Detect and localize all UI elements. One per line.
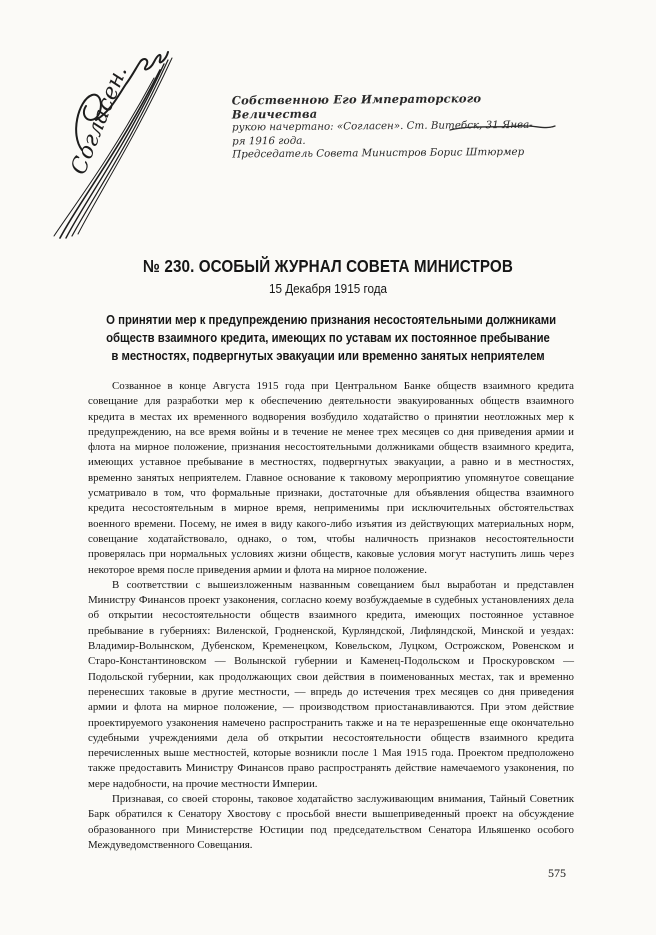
subtitle-line: в местностях, подвергнутых эвакуации или временно занятых неприятелем: [111, 348, 545, 363]
body-paragraph: Признавая, со своей стороны, таковое ходатайство заслуживающим внимания, Тайный Советник Барк обратился к Сенатору Хвостову с просьбой внести вышеприведенный проект на обсуждение образованного при Министерстве Юстиции под председательством Сенатора Ильяшенко особого Междуведомственного Совещания.: [88, 793, 574, 851]
body-paragraph: Созванное в конце Августа 1915 года при Центральном Банке обществ взаимного кредита совещание для разработки мер к обеспечению деятельности эвакуированных обществ взаимного кредита в местах их временного водворения возбудило ходатайство о принятии неотложных мер к предупреждению, на все время войны и в течение не менее трех месяцев со дня приведения армии и флота на мирное положение, признания несостоятельными должниками обществ взаимного кредита, имеющих уставное пребывание в местностях, подвергнутых эвакуации, а равно и в местностях, временно занятых неприятелем. Главное основание к таковому мероприятию упомянутое совещание усматривало в том, что формальные признаки, достаточные для объявления общества взаимного кредита несостоятельным в мирное время, неприменимы при исключительных обстоятельствах военного времени. Посему, не имея в виду какого-либо изъятия из действующих материальных норм, совещание ходатайствовало, однако, о том, чтобы наличность признаков несостоятельности проверялась при нормальных условиях жизни обществ, каковые условия могут наступить лишь через некоторое время после приведения армии и флота на мирное положение.: [88, 380, 574, 576]
document-subtitle: [106, 311, 557, 365]
subtitle-line: обществ взаимного кредита, имеющих по уставам их постоянное пребывание: [106, 330, 550, 345]
annotation-chairman-line: Председатель Совета Министров Борис Штюрмер: [232, 145, 525, 161]
document-date: 15 Декабря 1915 года: [268, 281, 388, 296]
page-number: 575: [548, 866, 566, 880]
document-body: [88, 379, 574, 853]
annotation-line: Собственною Его Императорского Величества: [231, 91, 482, 121]
document-title: № 230. ОСОБЫЙ ЖУРНАЛ СОВЕТА МИНИСТРОВ: [143, 256, 513, 276]
annotation-line: ря 1916 года.: [232, 134, 306, 147]
body-paragraph: В соответствии с вышеизложенным названным совещанием был выработан и представлен Министру Финансов проект узаконения, согласно коему возбуждаемые в судебных установлениях дела об открытии несостоятельности обществ взаимного кредита, имеющих постоянное уставное пребывание в губерниях: Виленской, Гродненской, Курляндской, Лифляндской, Минской и уездах: Владимир-Волынском, Дубенском, Кременецком, Ковельском, Луцком, Острожском, Ровенском и Старо-Константиновском — Волынской губернии и Каменец-Подольском и Проскуровском — Подольской губернии, как продолжающих свои действия в поименованных местах, так и временно перенесших таковые в другие местности, — впредь до истечения трех месяцев со дня приведения армии и флота на мирное положение, — производством приостанавливаются. При этом действие проектируемого узаконения намечено распространить также и на те неразрешенные еще окончательно судебными учреждениями дела об открытии несостоятельности обществ взаимного кредита перечисленных выше местностей, которые возникли после 1 Мая 1915 года. Проектом предположено также предоставить Министру Финансов право распространять действие намечаемого узаконения, по мере надобности, на прочие местности Империи.: [88, 578, 574, 790]
approval-word: Согласен.: [66, 62, 133, 179]
handwritten-annotation: [232, 92, 563, 162]
subtitle-line: О принятии мер к предупреждению признания несостоятельными должниками: [106, 312, 557, 327]
annotation-line: рукою начертано: «Согласен». Ст. Витебск, 31 Янва-: [231, 118, 533, 134]
